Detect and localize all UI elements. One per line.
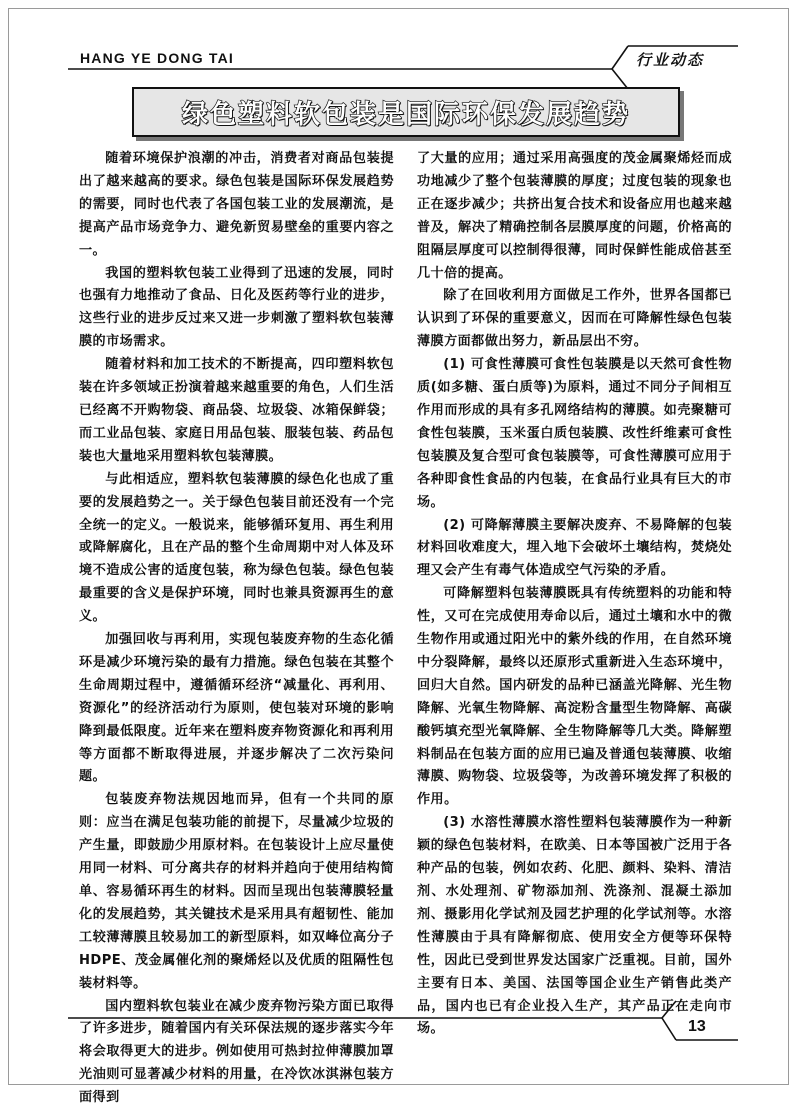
paragraph: 与此相适应，塑料软包装薄膜的绿色化也成了重要的发展趋势之一。关于绿色包装目前还没有一个完全统一的定义。一般说来，能够循环复用、再生利用或降解腐化，且在产品的整个生命周期中对人体及环境不造成公害的适度包装，称为绿色包装。绿色包装最重要的含义是保护环境，同时也兼具资源再生的意义。 — [79, 471, 394, 625]
paragraph: 国内塑料软包装业在减少废弃物污染方面已取得了许多进步，随着国内有关环保法规的逐步落实今年将会取得更大的进步。例如使用可热封拉伸薄膜加罩光油则可显著减少材料的用量，在冷饮冰淇淋包装方面得到 — [79, 998, 394, 1106]
paragraph-continued: 了大量的应用；通过采用高强度的茂金属聚烯烃而成功地减少了整个包装薄膜的厚度；过度包装的现象也正在逐步减少；共挤出复合技术和设备应用也越来越普及，解决了精确控制各层膜厚度的问题，价格高的阻隔层厚度可以控制得很薄，同时保鲜性能成倍甚至几十倍的提高。 — [417, 151, 732, 281]
paragraph: 除了在回收利用方面做足工作外，世界各国都已认识到了环保的重要意义，因而在可降解性绿色包装薄膜方面都做出努力，新品层出不穷。 — [417, 288, 732, 350]
paragraph: 随着环境保护浪潮的冲击，消费者对商品包装提出了越来越高的要求。绿色包装是国际环保发展趋势的需要，同时也代表了各国包装工业的发展潮流，是提高产品市场竞争力、避免新贸易壁垒的重要内容之一。 — [79, 151, 394, 258]
paragraph: (2) 可降解薄膜主要解决废弃、不易降解的包装材料回收难度大，埋入地下会破坏土壤结构，焚烧处理又会产生有毒气体造成空气污染的矛盾。 — [417, 517, 732, 579]
header-section-title: 行业动态 — [636, 51, 705, 69]
paragraph: (1) 可食性薄膜可食性包装膜是以天然可食性物质(如多糖、蛋白质等)为原料，通过不同分子间相互作用而形成的具有多孔网络结构的薄膜。如壳聚糖可食性包装膜，玉米蛋白质包装膜、改性纤维素可食性包装膜及复合型可食包装膜等，可食性薄膜可应用于各种即食性食品的内包装，在食品行业具有巨大的市场。 — [417, 357, 732, 510]
paragraph: 我国的塑料软包装工业得到了迅速的发展，同时也强有力地推动了食品、日化及医药等行业的进步，这些行业的进步反过来又进一步刺激了塑料软包装薄膜的市场需求。 — [79, 265, 394, 350]
paragraph: 包装废弃物法规因地而异，但有一个共同的原则：应当在满足包装功能的前提下，尽量减少垃圾的产生量，即鼓励少用原材料。在包装设计上应尽量使用同一材料、可分离共存的材料并趋向于使用结构简单、容易循环再生的材料。因而呈现出包装薄膜轻量化的发展趋势，其关键技术是采用具有超韧性、能加工较薄薄膜且较易加工的新型原料，如双峰位高分子HDPE、茂金属催化剂的聚烯烃以及优质的阻隔性包装材料等。 — [79, 792, 394, 991]
paragraph: (3) 水溶性薄膜水溶性塑料包装薄膜作为一种新颖的绿色包装材料，在欧美、日本等国被广泛用于各种产品的包装，例如农药、化肥、颜料、染料、清洁剂、水处理剂、矿物添加剂、洗涤剂、混凝土添加剂、摄影用化学试剂及园艺护理的化学试剂等。水溶性薄膜由于具有降解彻底、使用安全方便等环保特性，因此已受到世界发达国家广泛重视。目前，国外主要有日本、美国、法国等国企业生产销售此类产品，国内也已有企业投入生产，其产品正在走向市场。 — [417, 815, 732, 1037]
header-left-title: HANG YE DONG TAI — [80, 50, 235, 66]
page-number: 13 — [688, 1018, 706, 1035]
paragraph: 加强回收与再利用，实现包装废弃物的生态化循环是减少环境污染的最有力措施。绿色包装在其整个生命周期过程中，遵循循环经济“减量化、再利用、资源化”的经济活动行为原则，使包装对环境的影响降到最低限度。近年来在塑料废弃物资源化和再利用等方面都不断取得进展，并逐步解决了二次污染问题。 — [79, 632, 394, 785]
paragraph: 可降解塑料包装薄膜既具有传统塑料的功能和特性，又可在完成使用寿命以后，通过土壤和水中的微生物作用或通过阳光中的紫外线的作用，在自然环境中分裂降解，最终以还原形式重新进入生态环境中，回归大自然。国内研发的品种已涵盖光降解、光生物降解、光氧生物降解、高淀粉含量型生物降解、高碳酸钙填充型光氧降解、全生物降解等几大类。降解塑料制品在包装方面的应用已遍及普通包装薄膜、收缩薄膜、购物袋、垃圾袋等，为改善环境发挥了积极的作用。 — [417, 586, 732, 808]
article-title: 绿色塑料软包装是国际环保发展趋势 — [181, 99, 630, 130]
paragraph: 随着材料和加工技术的不断提高，四印塑料软包装在许多领域正扮演着越来越重要的角色，人们生活已经离不开购物袋、商品袋、垃圾袋、冰箱保鲜袋；而工业品包装、家庭日用品包装、服装包装、药品包装也大量地采用塑料软包装薄膜。 — [79, 357, 394, 464]
